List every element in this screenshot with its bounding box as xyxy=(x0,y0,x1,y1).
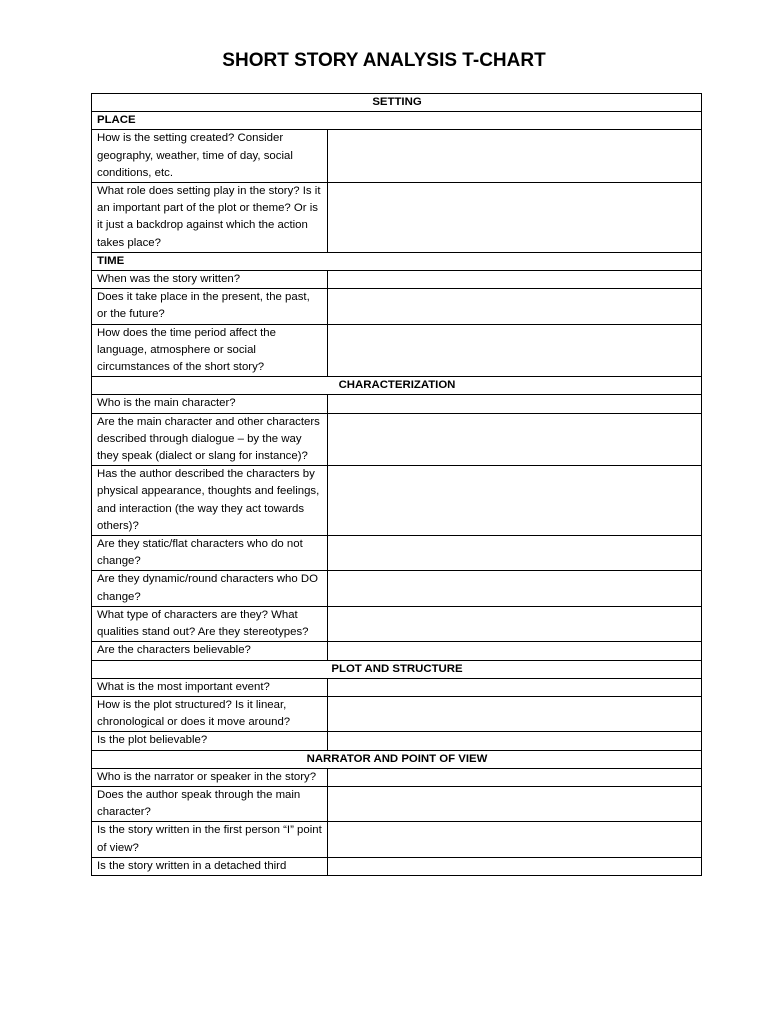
answer-cell[interactable] xyxy=(328,606,702,641)
question-text: Are the main character and other characters described through dialogue – by the way they speak (dialect or slang for instance)? xyxy=(92,413,328,466)
answer-cell[interactable] xyxy=(328,413,702,466)
section-header-narrator-and-point-of-view xyxy=(92,750,702,768)
subsection-header-time xyxy=(92,252,702,270)
section-header-plot-and-structure xyxy=(92,660,702,678)
question-row xyxy=(92,183,702,253)
document-title: SHORT STORY ANALYSIS T-CHART xyxy=(222,50,546,71)
answer-cell[interactable] xyxy=(328,768,702,786)
question-text: Is the story written in a detached third xyxy=(92,857,328,875)
section-header-setting xyxy=(92,94,702,112)
section-heading: PLOT AND STRUCTURE xyxy=(92,660,702,678)
question-row xyxy=(92,395,702,413)
question-text: When was the story written? xyxy=(92,271,328,289)
question-row xyxy=(92,271,702,289)
answer-cell[interactable] xyxy=(328,678,702,696)
question-text: How is the plot structured? Is it linear, chronological or does it move around? xyxy=(92,696,328,731)
question-row xyxy=(92,768,702,786)
question-text: How is the setting created? Consider geography, weather, time of day, social conditions, etc. xyxy=(92,130,328,183)
question-text: Who is the narrator or speaker in the story? xyxy=(92,768,328,786)
question-row xyxy=(92,822,702,857)
answer-cell[interactable] xyxy=(328,466,702,536)
question-row xyxy=(92,466,702,536)
question-row xyxy=(92,732,702,750)
subsection-heading: PLACE xyxy=(92,112,702,130)
question-row xyxy=(92,571,702,606)
answer-cell[interactable] xyxy=(328,289,702,324)
question-text: Does the author speak through the main character? xyxy=(92,786,328,821)
answer-cell[interactable] xyxy=(328,696,702,731)
t-chart-table xyxy=(91,93,702,876)
question-text: Does it take place in the present, the past, or the future? xyxy=(92,289,328,324)
answer-cell[interactable] xyxy=(328,732,702,750)
question-row xyxy=(92,413,702,466)
question-text: What type of characters are they? What qualities stand out? Are they stereotypes? xyxy=(92,606,328,641)
question-text: What role does setting play in the story? Is it an important part of the plot or theme? Or is it just a backdrop against which the action takes place? xyxy=(92,183,328,253)
question-row xyxy=(92,786,702,821)
subsection-header-place xyxy=(92,112,702,130)
answer-cell[interactable] xyxy=(328,536,702,571)
question-row xyxy=(92,696,702,731)
question-text: What is the most important event? xyxy=(92,678,328,696)
question-text: Is the plot believable? xyxy=(92,732,328,750)
question-text: Are they static/flat characters who do not change? xyxy=(92,536,328,571)
question-text: How does the time period affect the language, atmosphere or social circumstances of the short story? xyxy=(92,324,328,377)
subsection-heading: TIME xyxy=(92,252,702,270)
question-row xyxy=(92,130,702,183)
answer-cell[interactable] xyxy=(328,642,702,660)
question-text: Are they dynamic/round characters who DO change? xyxy=(92,571,328,606)
answer-cell[interactable] xyxy=(328,271,702,289)
section-heading: NARRATOR AND POINT OF VIEW xyxy=(92,750,702,768)
question-row xyxy=(92,642,702,660)
answer-cell[interactable] xyxy=(328,395,702,413)
question-text: Has the author described the characters by physical appearance, thoughts and feelings, and interaction (the way they act towards others)? xyxy=(92,466,328,536)
question-row xyxy=(92,289,702,324)
question-row xyxy=(92,324,702,377)
question-row xyxy=(92,857,702,875)
question-row xyxy=(92,606,702,641)
question-row xyxy=(92,536,702,571)
section-heading: SETTING xyxy=(92,94,702,112)
answer-cell[interactable] xyxy=(328,786,702,821)
answer-cell[interactable] xyxy=(328,822,702,857)
answer-cell[interactable] xyxy=(328,183,702,253)
question-text: Are the characters believable? xyxy=(92,642,328,660)
question-row xyxy=(92,678,702,696)
section-heading: CHARACTERIZATION xyxy=(92,377,702,395)
t-chart-body xyxy=(92,94,702,876)
question-text: Is the story written in the first person “I” point of view? xyxy=(92,822,328,857)
answer-cell[interactable] xyxy=(328,130,702,183)
answer-cell[interactable] xyxy=(328,571,702,606)
section-header-characterization xyxy=(92,377,702,395)
answer-cell[interactable] xyxy=(328,324,702,377)
answer-cell[interactable] xyxy=(328,857,702,875)
question-text: Who is the main character? xyxy=(92,395,328,413)
